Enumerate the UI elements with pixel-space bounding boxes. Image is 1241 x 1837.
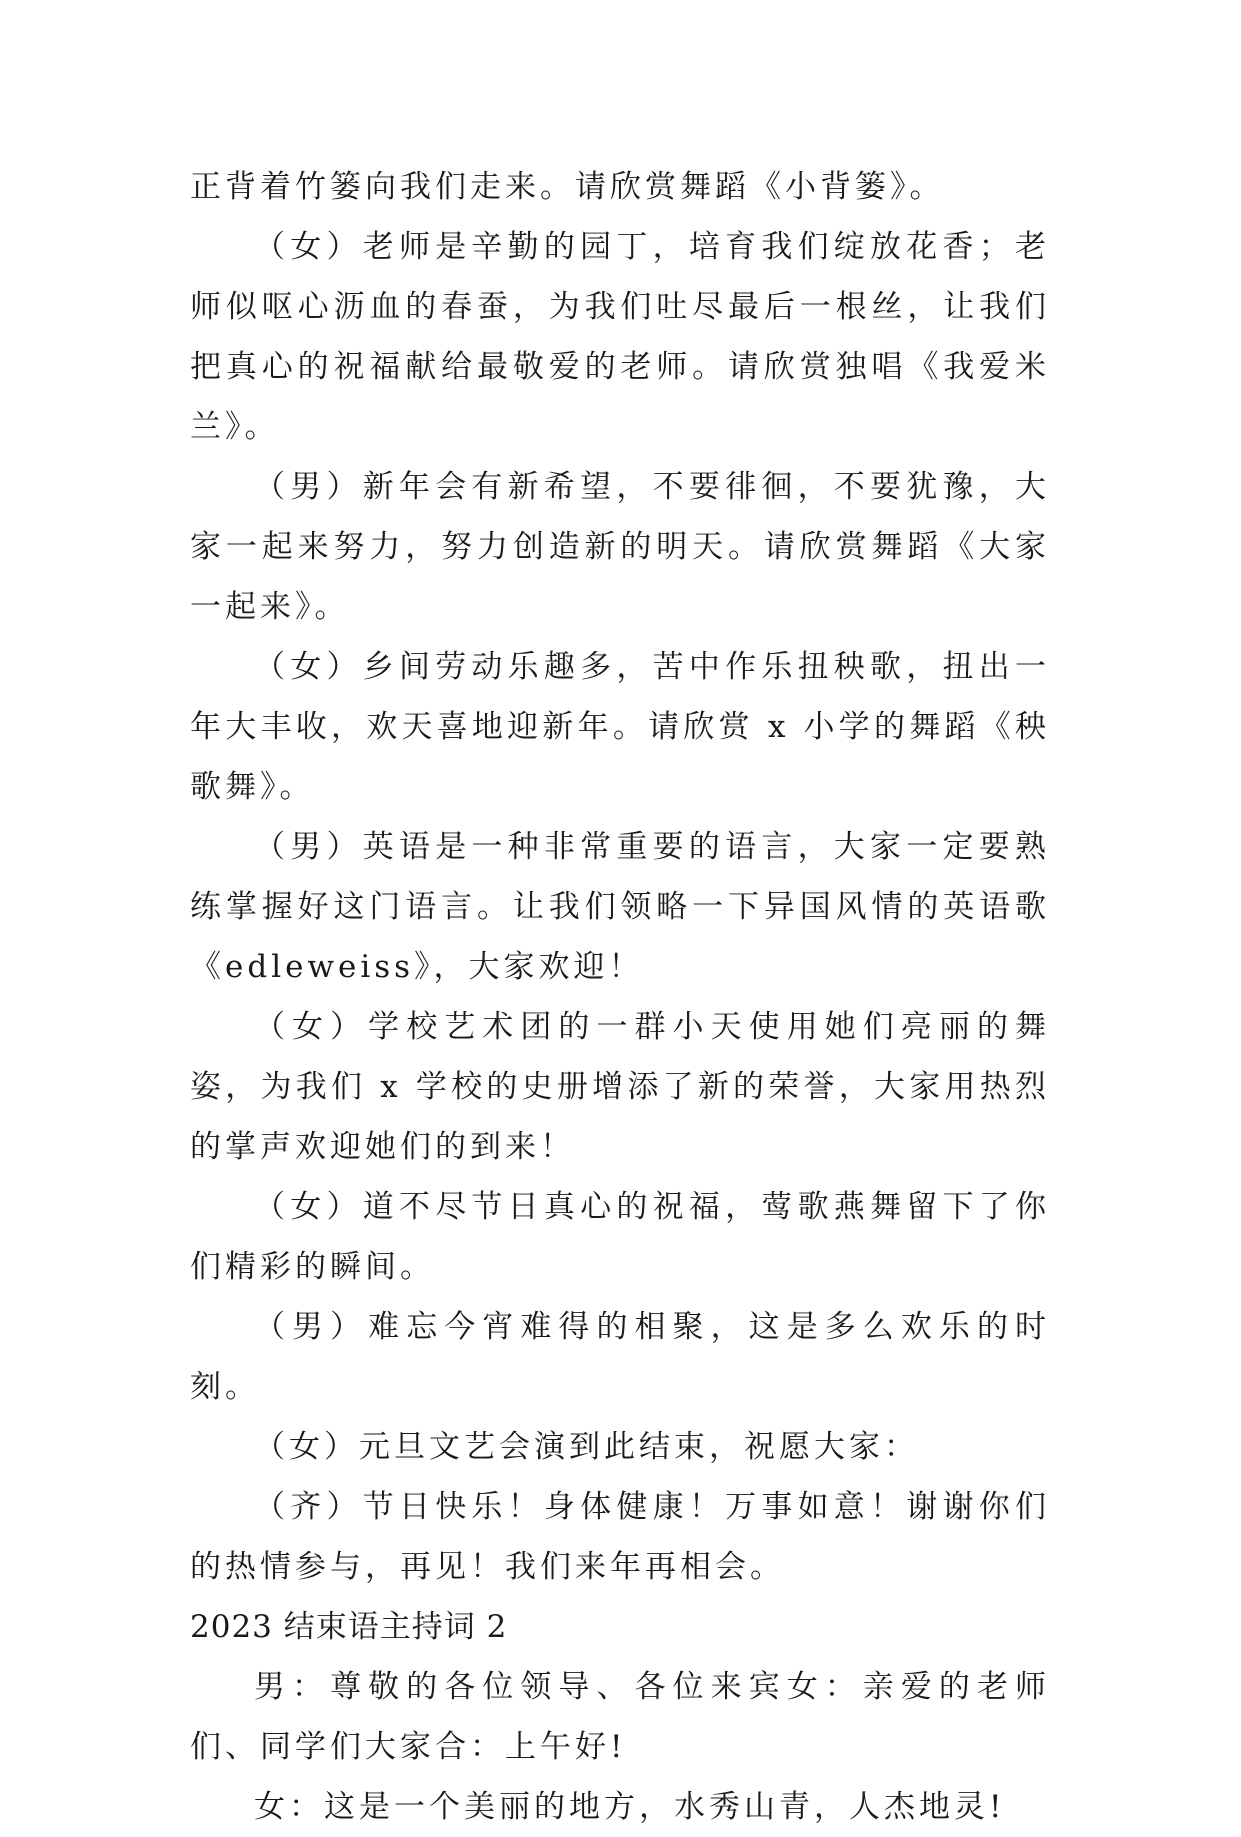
- section-heading: 2023 结束语主持词 2: [190, 1609, 508, 1645]
- paragraph: （女）道不尽节日真心的祝福，莺歌燕舞留下了你们精彩的瞬间。: [190, 1189, 1050, 1285]
- document-body: [190, 157, 1050, 1837]
- paragraph: （男）英语是一种非常重要的语言，大家一定要熟练掌握好这门语言。让我们领略一下异国风情的英语歌《edleweiss》，大家欢迎！: [190, 829, 1050, 985]
- paragraph: （女）学校艺术团的一群小天使用她们亮丽的舞姿，为我们 x 学校的史册增添了新的荣誉，大家用热烈的掌声欢迎她们的到来！: [190, 1009, 1050, 1165]
- paragraph: （女）老师是辛勤的园丁，培育我们绽放花香；老师似呕心沥血的春蚕，为我们吐尽最后一根丝，让我们把真心的祝福献给最敬爱的老师。请欣赏独唱《我爱米兰》。: [190, 229, 1050, 445]
- paragraph: （男）难忘今宵难得的相聚，这是多么欢乐的时刻。: [190, 1309, 1050, 1405]
- paragraph: 正背着竹篓向我们走来。请欣赏舞蹈《小背篓》。: [190, 169, 945, 205]
- paragraph: （女）元旦文艺会演到此结束，祝愿大家：: [254, 1429, 919, 1465]
- paragraph: 男：尊敬的各位领导、各位来宾女：亲爱的老师们、同学们大家合：上午好!: [190, 1669, 1050, 1765]
- paragraph: （女）乡间劳动乐趣多，苦中作乐扭秧歌，扭出一年大丰收，欢天喜地迎新年。请欣赏 x 小学的舞蹈《秧歌舞》。: [190, 649, 1050, 805]
- paragraph: （齐）节日快乐！身体健康！万事如意！谢谢你们的热情参与，再见！我们来年再相会。: [190, 1489, 1050, 1585]
- paragraph: 女：这是一个美丽的地方，水秀山青，人杰地灵!: [254, 1789, 1006, 1825]
- paragraph: （男）新年会有新希望，不要徘徊，不要犹豫，大家一起来努力，努力创造新的明天。请欣赏舞蹈《大家一起来》。: [190, 469, 1050, 625]
